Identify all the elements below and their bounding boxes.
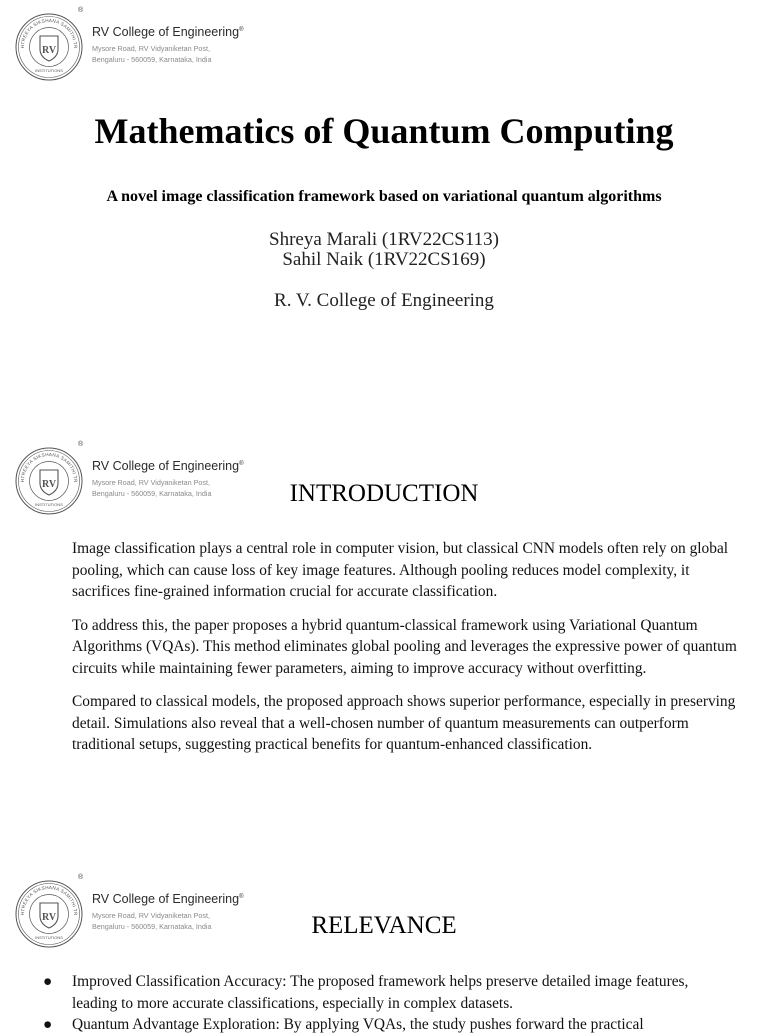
college-address: Mysore Road, RV Vidyaniketan Post, Bengaluru - 560059, Karnataka, India bbox=[92, 911, 212, 931]
svg-text:RV: RV bbox=[41, 479, 57, 490]
relevance-list bbox=[43, 971, 733, 1036]
college-name: RV College of Engineering® bbox=[92, 459, 244, 473]
paper-subtitle: A novel image classification framework based on variational quantum algorithms bbox=[106, 188, 662, 205]
bullet-icon: ● bbox=[43, 973, 53, 990]
author-1: Shreya Marali (1RV22CS113) bbox=[269, 229, 499, 250]
intro-paragraph-1: Image classification plays a central role in computer vision, but classical CNN models often rely on global pooling, which can cause loss of key image features. Although pooling reduces model complexity, it sacrifices fine-grained information crucial for accurate classification. bbox=[72, 540, 729, 600]
svg-text:RV: RV bbox=[41, 912, 57, 923]
svg-text:RV: RV bbox=[41, 45, 57, 56]
authors bbox=[0, 230, 768, 270]
intro-paragraph-3: Compared to classical models, the proposed approach shows superior performance, especially in preserving detail. Simulations also reveal that a well-chosen number of quantum measurements can outperform traditional setups, suggesting practical benefits for quantum-enhanced classification. bbox=[72, 693, 736, 753]
college-address: Mysore Road, RV Vidyaniketan Post, Bengaluru - 560059, Karnataka, India bbox=[92, 478, 212, 498]
relevance-item-text: Quantum Advantage Exploration: By applying VQAs, the study pushes forward the practical bbox=[72, 1016, 644, 1033]
college-name: RV College of Engineering® bbox=[92, 25, 244, 39]
registered-mark: ® bbox=[78, 441, 84, 448]
page-title: Mathematics of Quantum Computing bbox=[94, 111, 674, 151]
author-2: Sahil Naik (1RV22CS169) bbox=[282, 249, 486, 270]
introduction-body bbox=[72, 538, 737, 768]
svg-text:INSTITUTIONS: INSTITUTIONS bbox=[35, 935, 63, 940]
registered-mark: ® bbox=[78, 7, 84, 14]
svg-text:INSTITUTIONS: INSTITUTIONS bbox=[35, 502, 63, 507]
svg-text:INSTITUTIONS: INSTITUTIONS bbox=[35, 68, 63, 73]
svg-text:RASHTREEYA SIKSHANA SAMITHI TR: HTREEYA SIKSHANA SAMITHI TR bbox=[19, 884, 79, 916]
svg-text:RASHTREEYA SIKSHANA SAMITHI TR: HTREEYA SIKSHANA SAMITHI TR bbox=[19, 451, 79, 483]
relevance-heading: RELEVANCE bbox=[311, 912, 457, 939]
list-item bbox=[43, 1014, 733, 1036]
intro-paragraph-2: To address this, the paper proposes a hybrid quantum-classical framework using Variational Quantum Algorithms (VQAs). This method eliminates global pooling and leverages the expressive power of quantum circuits while maintaining fewer parameters, aiming to improve accuracy without overfitting. bbox=[72, 616, 737, 677]
registered-mark: ® bbox=[78, 874, 84, 881]
bullet-icon: ● bbox=[43, 1016, 53, 1033]
relevance-item-text: Improved Classification Accuracy: The proposed framework helps preserve detailed image features, leading to more accurate classifications, especially in complex datasets. bbox=[72, 973, 689, 1012]
svg-text:RASHTREEYA SIKSHANA SAMITHI TR: HTREEYA SIKSHANA SAMITHI TR bbox=[19, 17, 79, 49]
list-item bbox=[43, 971, 733, 1014]
college-seal-logo bbox=[14, 12, 84, 82]
college-name: RV College of Engineering® bbox=[92, 892, 244, 906]
college-header bbox=[14, 7, 274, 84]
introduction-heading: INTRODUCTION bbox=[289, 480, 479, 507]
institution: R. V. College of Engineering bbox=[274, 290, 494, 311]
college-address: Mysore Road, RV Vidyaniketan Post, Bengaluru - 560059, Karnataka, India bbox=[92, 44, 212, 64]
